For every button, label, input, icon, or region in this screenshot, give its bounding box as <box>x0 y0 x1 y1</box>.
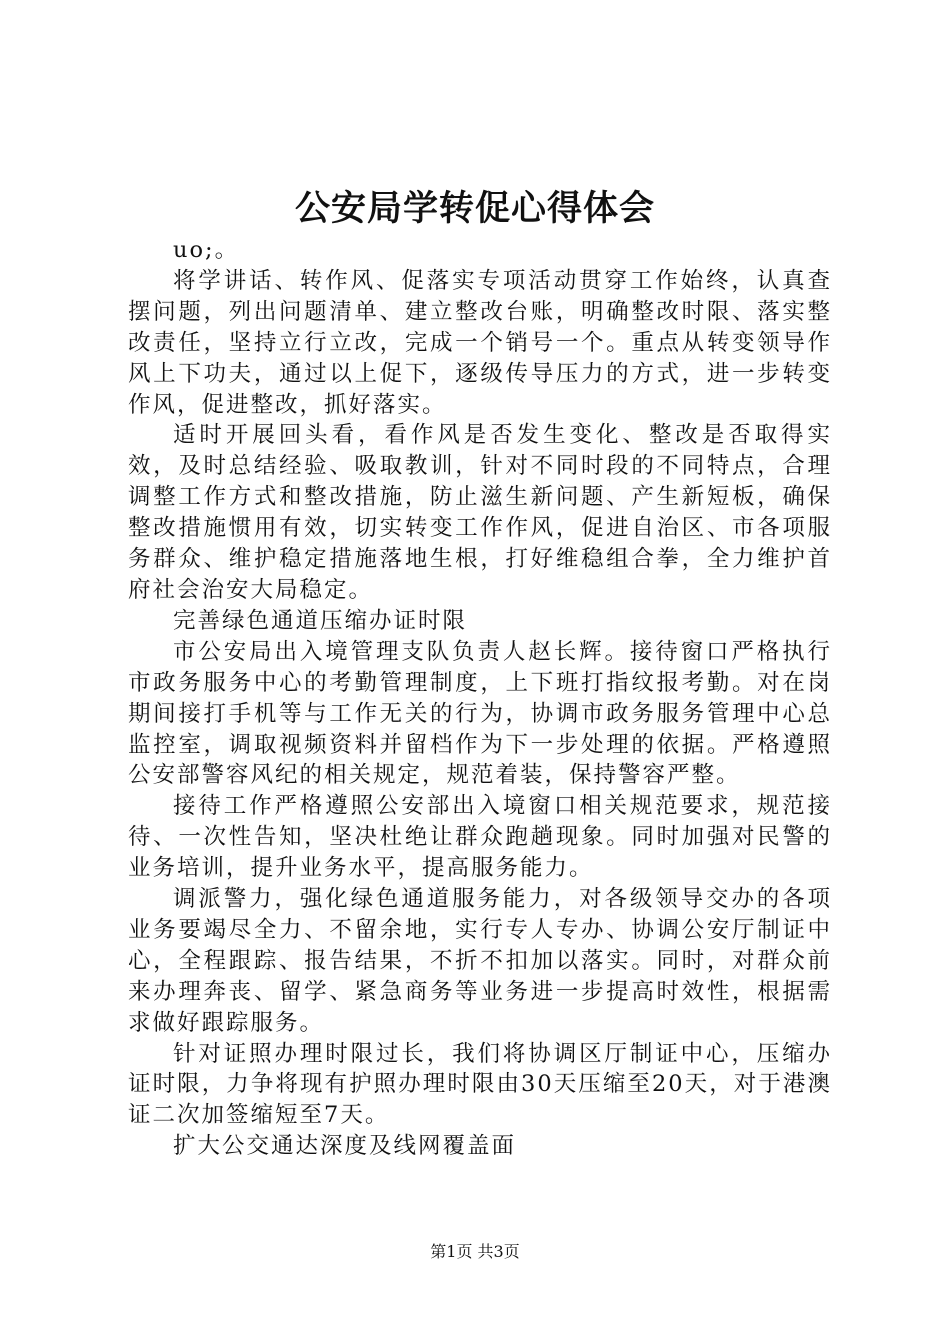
paragraph: 调派警力，强化绿色通道服务能力，对各级领导交办的各项业务要竭尽全力、不留余地，实行专人专办、协调公安厅制证中心，全程跟踪、报告结果，不折不扣加以落实。同时，对群众前来办理奔丧、留学、紧急商务等业务进一步提高时效性，根据需求做好跟踪服务。 <box>128 886 832 1036</box>
paragraph: 将学讲话、转作风、促落实专项活动贯穿工作始终，认真查摆问题，列出问题清单、建立整改台账，明确整改时限、落实整改责任，坚持立行立改，完成一个销号一个。重点从转变领导作风上下功夫，通过以上促下，逐级传导压力的方式，进一步转变作风，促进整改，抓好落实。 <box>128 267 832 418</box>
page-footer: 第1页 共3页 <box>430 1242 520 1261</box>
section-heading: 扩大公交通达深度及线网覆盖面 <box>173 1133 517 1160</box>
paragraph: 针对证照办理时限过长，我们将协调区厅制证中心，压缩办证时限，力争将现有护照办理时限由30天压缩至20天，对于港澳证二次加签缩短至7天。 <box>128 1040 832 1129</box>
paragraph: 适时开展回头看，看作风是否发生变化、整改是否取得实效，及时总结经验、吸取教训，针对不同时段的不同特点，合理调整工作方式和整改措施，防止滋生新问题、产生新短板，确保整改措施惯用有效，切实转变工作作风，促进自治区、市各项服务群众、维护稳定措施落地生根，打好维稳组合拳，全力维护首府社会治安大局稳定。 <box>128 422 832 603</box>
document-body <box>128 235 832 1162</box>
document-title: 公安局学转促心得体会 <box>294 188 655 229</box>
section-heading: 完善绿色通道压缩办证时限 <box>173 607 468 634</box>
paragraph: 市公安局出入境管理支队负责人赵长辉。接待窗口严格执行市政务服务中心的考勤管理制度，上下班打指纹报考勤。对在岗期间接打手机等与工作无关的行为，协调市政务服务管理中心总监控室，调取视频资料并留档作为下一步处理的依据。严格遵照公安部警容风纪的相关规定，规范着装，保持警容严整。 <box>128 638 832 789</box>
paragraph: 接待工作严格遵照公安部出入境窗口相关规范要求，规范接待、一次性告知，坚决杜绝让群众跑趟现象。同时加强对民警的业务培训，提升业务水平，提高服务能力。 <box>128 793 832 882</box>
paragraph-fragment: uo;。 <box>173 237 240 263</box>
